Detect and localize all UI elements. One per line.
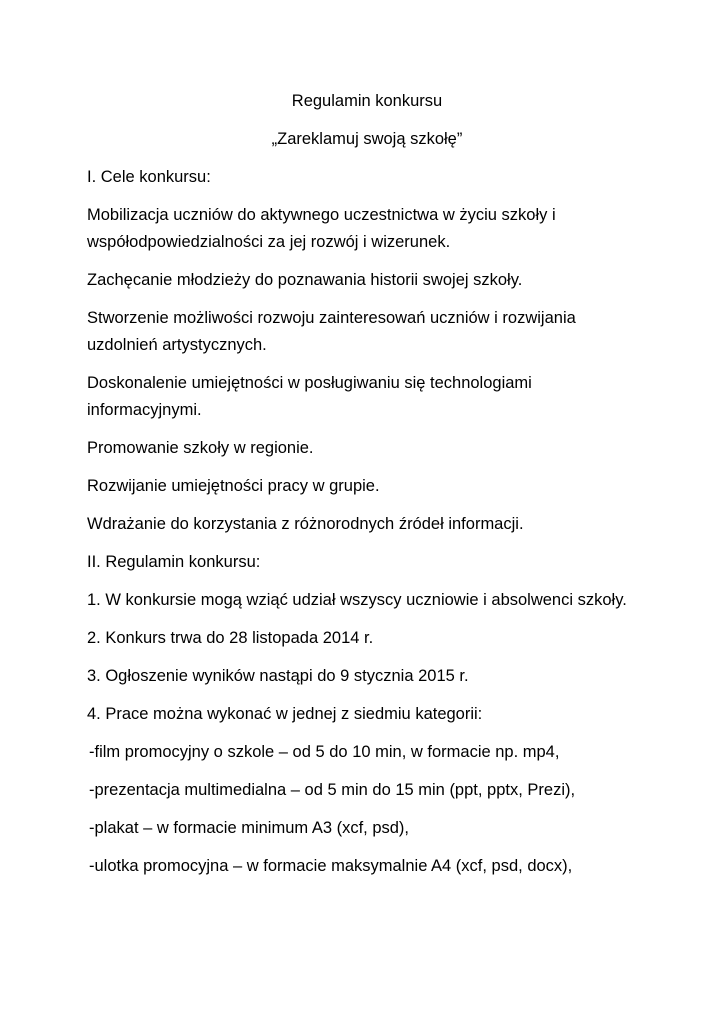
goal-item: Promowanie szkoły w regionie. [87,439,314,457]
section-heading-rules: II. Regulamin konkursu: [87,553,261,571]
goal-item: Doskonalenie umiejętności w posługiwaniu się technologiami informacyjnymi. [87,374,532,419]
goal-item: Stworzenie możliwości rozwoju zainteresowań uczniów i rozwijania uzdolnień artystycznych. [87,309,576,354]
rule-item: 4. Prace można wykonać w jednej z siedmiu kategorii: [87,705,483,723]
rule-item: 2. Konkurs trwa do 28 listopada 2014 r. [87,629,374,647]
document-subtitle: „Zareklamuj swoją szkołę” [271,130,463,148]
rule-item: 1. W konkursie mogą wziąć udział wszyscy uczniowie i absolwenci szkoły. [87,591,627,609]
goal-item: Zachęcanie młodzieży do poznawania historii swojej szkoły. [87,271,523,289]
category-item: -ulotka promocyjna – w formacie maksymalnie A4 (xcf, psd, docx), [89,857,573,875]
goal-item: Mobilizacja uczniów do aktywnego uczestnictwa w życiu szkoły i współodpowiedzialności za jej rozwój i wizerunek. [87,206,556,251]
section-heading-goals: I. Cele konkursu: [87,168,211,186]
goal-item: Wdrażanie do korzystania z różnorodnych źródeł informacji. [87,515,524,533]
rule-item: 3. Ogłoszenie wyników nastąpi do 9 stycznia 2015 r. [87,667,469,685]
document-page [87,88,647,891]
category-item: -prezentacja multimedialna – od 5 min do 15 min (ppt, pptx, Prezi), [89,781,576,799]
category-item: -plakat – w formacie minimum A3 (xcf, psd), [89,819,410,837]
goal-item: Rozwijanie umiejętności pracy w grupie. [87,477,380,495]
category-item: -film promocyjny o szkole – od 5 do 10 min, w formacie np. mp4, [89,743,560,761]
document-title: Regulamin konkursu [291,92,443,110]
